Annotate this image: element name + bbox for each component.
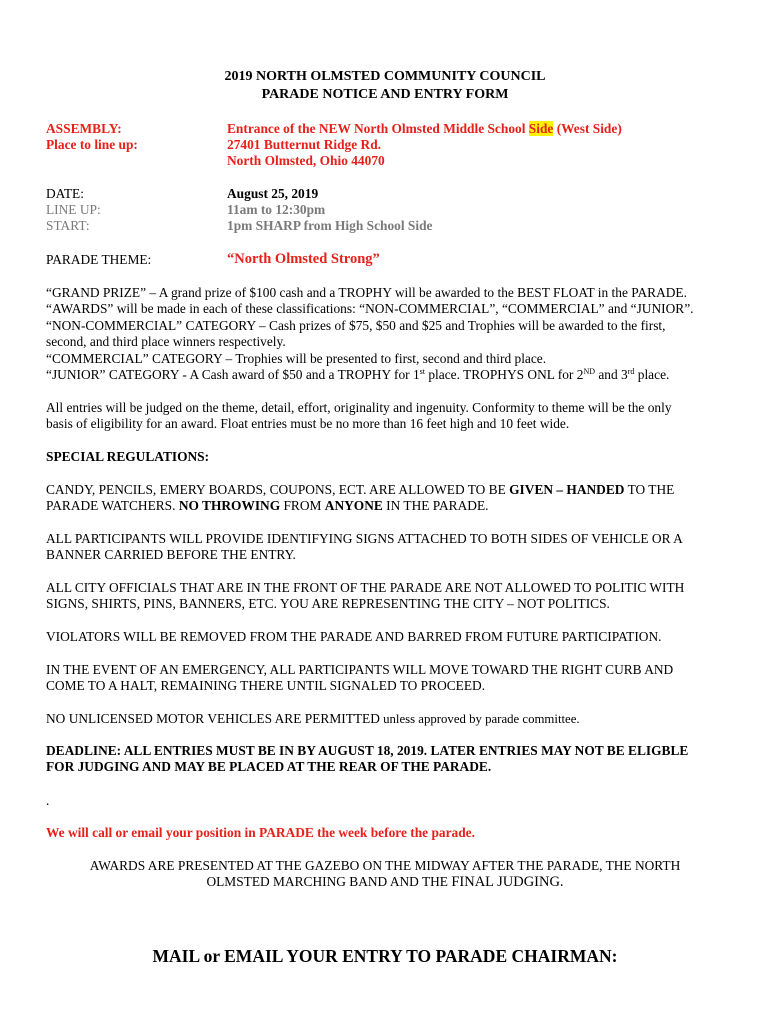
prizes-block	[46, 285, 726, 383]
officials-line: SIGNS, SHIRTS, PINS, BANNERS, ETC. YOU ARE REPRESENTING THE CITY – NOT POLITICS.	[46, 596, 610, 612]
awards-text: OLMSTED MARCHING BAND AND THE	[206, 874, 452, 890]
emergency-paragraph	[46, 662, 726, 695]
candy-bold-text: ANYONE	[324, 498, 383, 514]
signs-paragraph	[46, 531, 726, 564]
assembly-address-line1	[227, 121, 622, 137]
deadline-line: DEADLINE: ALL ENTRIES MUST BE IN BY AUGUST 18, 2019. LATER ENTRIES MAY NOT BE ELIGBLE	[46, 743, 689, 758]
start-label: START:	[46, 218, 90, 233]
candy-text: PARADE WATCHERS.	[46, 498, 179, 514]
prize-line: “GRAND PRIZE” – A grand prize of $100 cash and a TROPHY will be awarded to the BEST FLOAT in the PARADE.	[46, 285, 687, 300]
document-title-line2: PARADE NOTICE AND ENTRY FORM	[261, 87, 509, 102]
awards-line: AWARDS ARE PRESENTED AT THE GAZEBO ON THE MIDWAY AFTER THE PARADE, THE NORTH	[89, 858, 681, 873]
lineup-value: 11am to 12:30pm	[227, 202, 326, 217]
candy-line2	[46, 498, 726, 514]
candy-text: IN THE PARADE.	[382, 498, 489, 514]
theme-value: “North Olmsted Strong”	[227, 251, 380, 267]
theme-label: PARADE THEME:	[46, 252, 152, 267]
deadline-paragraph	[46, 743, 726, 776]
date-label: DATE:	[46, 186, 84, 201]
document-title-line1: 2019 NORTH OLMSTED COMMUNITY COUNCIL	[224, 69, 546, 84]
signs-line: ALL PARTICIPANTS WILL PROVIDE IDENTIFYING SIGNS ATTACHED TO BOTH SIDES OF VEHICLE OR A	[46, 531, 683, 546]
assembly-address-line2: 27401 Butternut Ridge Rd.	[227, 137, 381, 152]
assembly-label: ASSEMBLY:	[46, 121, 122, 136]
candy-bold-text: NO THROWING	[178, 498, 281, 514]
special-regulations-heading: SPECIAL REGULATIONS:	[46, 449, 210, 464]
prize-line-junior	[46, 367, 726, 383]
start-value: 1pm SHARP from High School Side	[227, 218, 433, 233]
junior-text: and 3	[595, 367, 628, 383]
place-label: Place to line up:	[46, 137, 138, 152]
officials-paragraph	[46, 580, 726, 613]
candy-bold-text: GIVEN – HANDED	[509, 482, 625, 497]
address-text-suffix: (West Side)	[553, 121, 622, 136]
deadline-line: FOR JUDGING AND MAY BE PLACED AT THE REAR OF THE PARADE.	[46, 759, 492, 775]
vehicles-text-suffix: unless approved by parade committee.	[379, 712, 580, 726]
vehicles-paragraph	[46, 711, 726, 727]
signs-line: BANNER CARRIED BEFORE THE ENTRY.	[46, 547, 296, 563]
awards-line2	[0, 874, 770, 890]
vehicles-text: NO UNLICENSED MOTOR VEHICLES ARE PERMITTED	[46, 711, 380, 726]
mail-entry-heading: MAIL or EMAIL YOUR ENTRY TO PARADE CHAIRMAN:	[152, 946, 618, 966]
prize-line: “AWARDS” will be made in each of these classifications: “NON-COMMERCIAL”, “COMMERCIAL” and “JUNIOR”.	[46, 301, 694, 317]
superscript: ND	[583, 367, 596, 377]
prize-line: “NON-COMMERCIAL” CATEGORY – Cash prizes of $75, $50 and $25 and Trophies will be awarded to the first,	[46, 317, 666, 333]
lineup-label: LINE UP:	[46, 202, 101, 217]
junior-text: place.	[634, 367, 670, 383]
junior-text: place. TROPHYS ONL for 2	[425, 367, 584, 383]
date-value: August 25, 2019	[227, 186, 319, 201]
awards-paragraph	[0, 858, 770, 891]
emergency-line: IN THE EVENT OF AN EMERGENCY, ALL PARTICIPANTS WILL MOVE TOWARD THE RIGHT CURB AND	[46, 662, 674, 677]
prize-line: second, and third place winners respectively.	[46, 334, 286, 350]
highlighted-word: Side	[528, 121, 554, 136]
awards-text-large: FINAL JUDGING.	[451, 874, 564, 891]
violators-paragraph: VIOLATORS WILL BE REMOVED FROM THE PARADE AND BARRED FROM FUTURE PARTICIPATION.	[46, 629, 662, 644]
candy-paragraph	[46, 482, 726, 515]
judging-line: All entries will be judged on the theme, detail, effort, originality and ingenuity. Conformity to theme will be the only	[46, 400, 672, 415]
prize-line: “COMMERCIAL” CATEGORY – Trophies will be presented to first, second and third place.	[46, 350, 547, 366]
superscript: rd	[627, 367, 635, 377]
superscript: st	[419, 367, 425, 377]
judging-paragraph	[46, 400, 726, 433]
call-notice: We will call or email your position in PARADE the week before the parade.	[46, 825, 475, 840]
candy-text: TO THE	[624, 482, 675, 497]
candy-line1	[46, 482, 726, 498]
officials-line: ALL CITY OFFICIALS THAT ARE IN THE FRONT OF THE PARADE ARE NOT ALLOWED TO POLITIC WITH	[46, 580, 685, 595]
separator-dot: .	[46, 793, 50, 808]
candy-text: FROM	[280, 498, 325, 514]
emergency-line: COME TO A HALT, REMAINING THERE UNTIL SIGNALED TO PROCEED.	[46, 678, 486, 694]
address-text: Entrance of the NEW North Olmsted Middle School	[227, 121, 529, 136]
assembly-address-line3: North Olmsted, Ohio 44070	[227, 153, 385, 168]
junior-text: “JUNIOR” CATEGORY - A Cash award of $50 and a TROPHY for 1	[46, 367, 420, 383]
candy-text: CANDY, PENCILS, EMERY BOARDS, COUPONS, ECT. ARE ALLOWED TO BE	[46, 482, 510, 497]
judging-line: basis of eligibility for an award. Float entries must be no more than 16 feet high and 10 feet wide.	[46, 416, 570, 432]
